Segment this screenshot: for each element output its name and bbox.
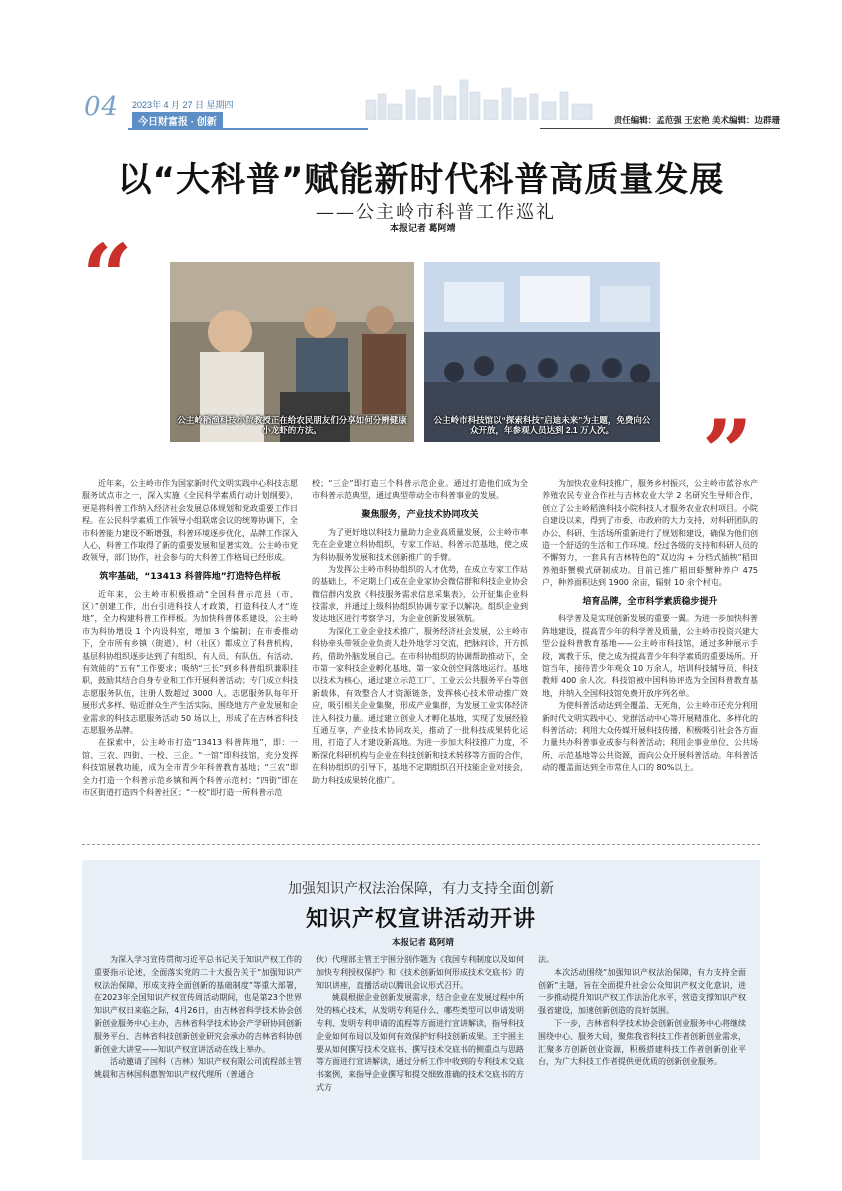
article-byline: 本报记者 葛阿靖 bbox=[390, 223, 456, 233]
paragraph: 近年来，公主岭市积极推动“全国科普示范县（市、区）”创建工作，出台引进科技人才政策，打造科技人才“连地”，全力构建科普工作样板。为加快科普体系建设，公主岭市为科协增设 1 个内设科室，增加 3 个编制；在市委推动下，全市所有乡镇（街道）、村（社区）都成立了科普机构，基层科协组织逐步达到了有组织、有人员、有队伍、有活动、有效能的“五有”工作要求；吸纳“三长”到乡科普组织兼职挂职，鼓励其结合自身专业和工作开展科普活动；专门成立科技志愿服务队伍，注册人数超过 3000 人。志愿服务队每年开展形式多样、贴近群众生产生活实际、围绕地方产业发展和企业需求的科技志愿服务活动 50 场以上，形成了在吉林省科技志愿服务品牌。 bbox=[82, 589, 298, 735]
masthead-rule-dark bbox=[540, 128, 780, 129]
paragraph: 为使科普活动达到全覆盖、无死角，公主岭市还充分利用新时代文明实践中心、党群活动中心等开展精准化、多样化的科普活动；利用大众传媒开展科技传播，积极吸引社会各方面力量共办科普事业或参与科普活动；利用企事业单位、公共场所、示范基地等公共资源，面向公众开展科普活动。年科普活动的覆盖面达到全市常住人口的 80%以上。 bbox=[542, 701, 758, 773]
paragraph: 为发挥公主岭市科协组织的人才优势，在成立专家工作站的基础上，不定期上门或在企业家协会微信群和科技企业协会微信群内发放《科技服务需求信息采集表》，公开征集企业科技需求，并通过上级科协组织协调专家予以解决。组织企业到发达地区进行考察学习，为企业创新发展领航。 bbox=[312, 564, 528, 624]
paragraph: 近年来，公主岭市作为国家新时代文明实践中心科技志愿服务试点市之一，深入实施《全民科学素质行动计划纲要》，更是将科普工作纳入经济社会发展总体规划和党政重要工作日程。在公民科学素质工作领导小组联席会议的统筹协调下，全市科普能力建设不断增强，科普环境逐步优化，品牌工作深入人心，科普工作取得了新的重要发展和显著实效。公主岭市党政领导，部门协作，社会参与的大科普工作格局已经形成。 bbox=[82, 479, 298, 563]
article-column-1 bbox=[82, 478, 298, 799]
paragraph: 活动邀请了国科（吉林）知识产权有限公司流程部主管姚晨和吉林国科惠智知识产权代理所（普通合 bbox=[94, 1057, 302, 1080]
photo-strip bbox=[170, 262, 660, 442]
paragraph: 姚晨根据企业创新发展需求，结合企业在发展过程中所处的核心技术，从发明专利是什么、哪些类型可以申请发明专利、发明专利申请的流程等方面进行宣讲解读，指导科技企业如何布局以及如何有效保护好科技创新成果。王宇围主要从如何撰写技术交底书、撰写技术交底书的侧重点与思路等方面进行宣讲解读，通过分析工作中收到的专利技术交底书案例，来指导企业撰写和提交细致准确的技术交底书的方式方 bbox=[316, 993, 524, 1092]
article-divider bbox=[82, 844, 760, 845]
ip-article-byline: 本报记者 葛阿靖 bbox=[392, 937, 454, 947]
photo-science-museum bbox=[424, 262, 660, 442]
ip-column-2 bbox=[316, 954, 524, 1095]
paragraph: 法。 bbox=[538, 955, 554, 964]
editor-credits: 责任编辑：孟范强 王宏艳 美术编辑：边群珊 bbox=[613, 115, 780, 125]
photo-fishery-lecture bbox=[170, 262, 414, 442]
page-number: 04 bbox=[84, 92, 120, 122]
paragraph: 为深入学习宣传贯彻习近平总书记关于知识产权工作的重要指示论述，全面落实党的二十大报告关于“加强知识产权法治保障，形成支持全面创新的基础制度”等重大部署，在2023年全国知识产权宣传周活动期间，也是第23个世界知识产权日来临之际，4月26日，由吉林省科学技术协会创新创业服务中心主办，吉林省科学技术协会产学研协同创新服务平台、吉林省科技创新创业研究会承办的吉林省科协创新创业大讲堂——知识产权宣讲活动在线上举办。 bbox=[94, 955, 302, 1054]
city-skyline-graphic bbox=[360, 78, 600, 120]
paragraph: 本次活动围绕“加强知识产权法治保障，有力支持全面创新”主题，旨在全面提升社会公众知识产权文化意识，进一步推动提升知识产权工作法治化水平，营造支撑知识产权强省建设，加速创新创造的良好氛围。 bbox=[538, 967, 746, 1016]
close-quote-icon: ” bbox=[702, 400, 753, 504]
ip-column-1 bbox=[94, 954, 302, 1082]
open-quote-icon: “ bbox=[82, 224, 133, 328]
section-heading: 培育品牌，全市科学素质稳步提升 bbox=[582, 596, 718, 607]
article-column-3 bbox=[542, 478, 758, 775]
paragraph: 伙）代理部主管王宇围分别作题为《我国专利制度以及如何加快专利授权保护》和《技术创新如何形成技术交底书》的知识讲座，直播活动以腾讯会议形式召开。 bbox=[316, 955, 524, 990]
masthead-rule-blue bbox=[128, 128, 368, 130]
paragraph: 在探索中，公主岭市打造“13413 科普阵地”，即：一馆、三农、四街、一校、三企。“一馆”即科技馆，充分发挥科技馆展教功能，成为全市青少年科普教育基地；“三农”即全力打造一个科普示范乡镇和两个科普示范村；“四街”即在市区街道打造四个科普社区；“一校”即打造一所科普示范 bbox=[82, 738, 298, 797]
ip-column-3 bbox=[538, 954, 746, 1069]
article-subheadline: ——公主岭市科普工作巡礼 bbox=[316, 202, 556, 223]
paragraph: 为加快农业科技推广，服务乡村振兴，公主岭市蓝谷水产养殖农民专业合作社与吉林农业大学 2 名研究生导师合作，创立了公主岭稻渔科技小院科技人才服务农业农村项目。小院自建设以来，得到了市委、市政府的大力支持，对科研团队的办公、科研、生活场所重新进行了规划和建设，确保为他们创造一个舒适的生活和工作环境。经过各级的支持和科研人员的不懈努力，一套具有吉林特色的“双边沟 + 分档式插秧”稻田养殖虾蟹模式研制成功。目前已推广稻田虾蟹种养户 475 户，种养面积达到 1900 余亩，辐射 10 余个村屯。 bbox=[542, 479, 758, 588]
issue-date: 2023年 4 月 27 日 星期四 bbox=[132, 100, 234, 110]
article-headline: 以“大科普”赋能新时代科普高质量发展 bbox=[117, 160, 725, 200]
photo1-caption: 公主岭稻渔科技小院教授正在给农民朋友们分享如何分辨健康小龙虾的方法。 bbox=[177, 414, 407, 436]
photo2-caption: 公主岭市科技馆以“探索科技”启迪未来”为主题，免费向公众开放，年参观人员达到 2.1 万人次。 bbox=[433, 414, 651, 436]
paragraph: 科学普及是实现创新发展的重要一翼。为进一步加快科普阵地建设，提高青少年的科学普及质量，公主岭市投资兴建大型公益科普教育基地——公主岭市科技馆，通过多种展示手段，寓教于乐，使之成为提高青少年科学素质的重要场所。开馆当年，接待青少年观众 10 万余人，培训科技辅导员、科技教师 400 余人次。科技馆被中国科协评选为全国科普教育基地，并纳入全国科技馆免费开放序列名单。 bbox=[542, 614, 758, 698]
article-column-2 bbox=[312, 478, 528, 787]
ip-article-title: 知识产权宣讲活动开讲 bbox=[305, 907, 536, 932]
section-heading: 筑牢基础，“13413 科普阵地”打造特色样板 bbox=[99, 571, 281, 582]
paragraph: 为深化工业企业技术推广，服务经济社会发展，公主岭市科协牵头带领企业负责人赴外地学习交流，把脉问诊，开方抓药，借助外脑发展自己。在市科协组织的协调帮助推动下，全市第一家科技企业孵化基地、第一家众创空间落地运行。基地以技术为核心，通过建立示范工厂、工业云公共服务平台等创新载体，有效整合人才资源链条，发挥核心技术带动推广效应，吸引相关企业集聚，形成产业集群，为发展工业实体经济注入科技力量。通过建立创业人才孵化基地，实现了发展经验互通互享，产业技术协同攻关，推动了一批科技成果转化运用，打造了人才建设新高地。为进一步加大科技推广力度，不断深化科研机构与企业在科技创新和技术转移等方面的合作，在科协组织的引导下，基地不定期组织召开技能企业对接会，助力科技成果转化推广。 bbox=[312, 626, 528, 785]
section-label: 今日财富报 · 创新 bbox=[132, 112, 223, 130]
ip-article-box bbox=[82, 860, 760, 1160]
paragraph: 校；“三企”即打造三个科普示范企业。通过打造他们成为全市科普示范典型，通过典型带动全市科普事业的发展。 bbox=[312, 479, 528, 501]
ip-article-kicker: 加强知识产权法治保障，有力支持全面创新 bbox=[288, 881, 554, 897]
section-heading: 聚焦服务，产业技术协同攻关 bbox=[361, 509, 479, 520]
page-masthead bbox=[80, 92, 780, 132]
paragraph: 为了更好地以科技力量助力企业高质量发展，公主岭市率先在企业建立科协组织，专家工作站、科普示范基地，使之成为科协服务发展和技术创新推广的手臂。 bbox=[312, 527, 528, 562]
paragraph: 下一步，吉林省科学技术协会创新创业服务中心将继续围绕中心、服务大局，聚焦我省科技工作者创新创业需求，汇聚多方创新创业资源，积极搭建科技工作者创新创业平台，为广大科技工作者提供更优质的创新创业服务。 bbox=[538, 1018, 746, 1067]
